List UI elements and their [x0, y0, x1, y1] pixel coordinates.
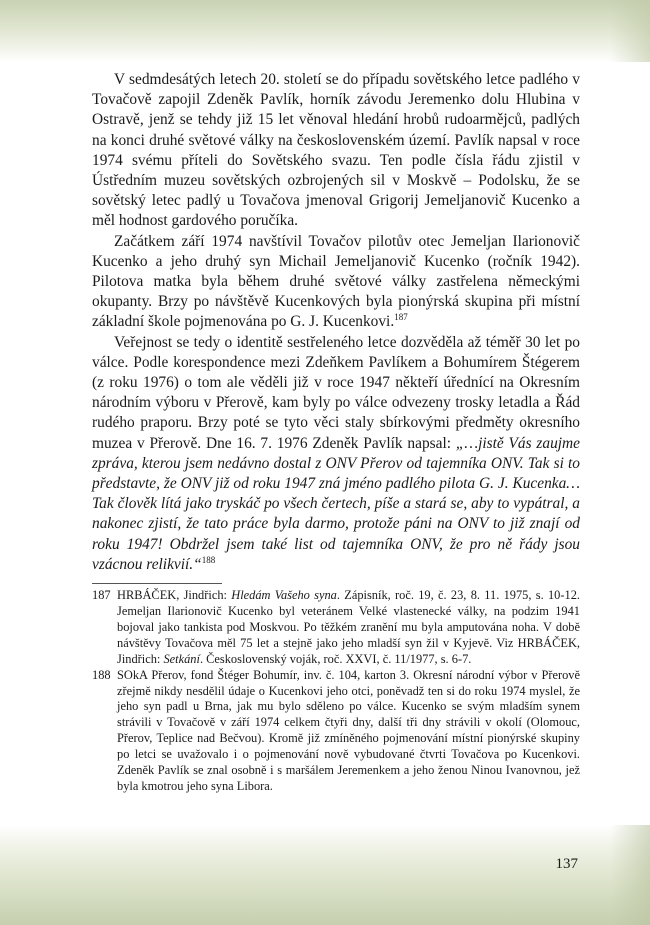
footnote-text: SOkA Přerov, fond Štéger Bohumír, inv. č. 104, karton 3. Okresní národní výbor v Přerově zřejmě nikdy nesdělil údaje o Kucenkovi jeho otci, poněvadž ten si do roku 1974 myslel, že jeho syn padl u Brna, jak mu bylo sděleno po válce. Kucenko se svým mladším synem strávili v Tovačově v září 1974 celkem čtyři dny, další tři dny strávili v okolí (Olomouc, Přerov, Teplice nad Bečvou). Kromě již zmíněného pojmenování místní pionýrské skupiny po letci se uvažovalo i o pojmenování nově vybudované čtvrti Tovačova po Kucenkovi. Zdeněk Pavlík se znal osobně i s maršálem Jeremenkem a jeho ženou Ninou Ivanovnou, jež byla kmotrou jeho syna Libora.: [117, 667, 580, 793]
header-band-edge: [610, 0, 650, 62]
footnote-author: HRBÁČEK, Jindřich:: [117, 588, 232, 603]
footnote-number: 188: [92, 667, 111, 682]
header-band: [0, 0, 650, 62]
footnote-ref-188[interactable]: 188: [201, 554, 216, 565]
footnote-title-2: Setkání: [163, 651, 200, 666]
paragraph-3-text: Veřejnost se tedy o identitě sestřeleného letce dozvěděla až téměř 30 let po válce. Podle korespondence mezi Zdeňkem Pavlíkem a Bohumírem Štégerem (z roku 1976) o tom ale věděli již v roce 1947 někteří úřednící na Okresním národním výboru v Přerově, kam byly po válce odvezeny trosky letadla a Řád rudého praporu. Brzy poté se tyto věci staly sbírkovými předměty okresního muzea v Přerově. Dne 16. 7. 1976 Zdeněk Pavlík napsal:: [92, 333, 580, 452]
paragraph-3: [92, 333, 580, 575]
footnote-text: [117, 588, 580, 668]
footnote-body: . Zápisník, roč. 19, č. 23, 8. 11. 1975, s. 10-12. Jemeljan Ilarionovič Kucenko byl veteránem Velké vlastenecké války, na podzim 1941 bojoval jako tankista pod Moskvou. Po těžkém zranění mu byla amputována noha. V době návštěvy Tovačova měl 75 let a stejně jako jeho mladší syn žil v Kyjevě. Viz HRBÁČEK, Jindřich:: [117, 588, 580, 666]
paragraph-2-text: Začátkem září 1974 navštívil Tovačov pilotův otec Jemeljan Ilarionovič Kucenko a jeho druhý syn Michail Jemeljanovič Kucenko (ročník 1942). Pilotova matka byla během druhé světové války zastřelena německými okupanty. Brzy po návštěvě Kucenkových byla pionýrská skupina při místní základní škole pojmenována po G. J. Kucenkovi.: [92, 232, 580, 331]
footnote-divider: [92, 583, 222, 584]
page-body: [92, 70, 580, 795]
paragraph-1-text: V sedmdesátých letech 20. století se do případu sovětského letce padlého v Tovačově zapojil Zdeněk Pavlík, horník závodu Jeremenko dolu Hlubina v Ostravě, jenž se tehdy již 15 let věnoval hledání hrobů rudoarmějců, padlých na konci druhé světové války na československém území. Pavlík napsal v roce 1974 svému příteli do Sovětského svazu. Ten podle čísla řádu zjistil v Ústředním muzeu sovětských ozbrojených sil v Moskvě – Podolsku, že se sovětský letec padlý u Tovačova jmenoval Grigorij Jemeljanovič Kucenko a měl hodnost gardového poručíka.: [92, 71, 580, 230]
footnote-title: Hledám Vašeho syna: [231, 588, 337, 603]
footnotes: [92, 588, 580, 795]
paragraph-2: [92, 232, 580, 333]
footnote-187: [92, 588, 580, 668]
footer-band-edge: [610, 825, 650, 925]
footnote-188: [92, 668, 580, 795]
footnote-number: 187: [92, 588, 111, 603]
paragraph-1: [92, 70, 580, 232]
paragraph-3-quote: „…jistě Vás zaujme zpráva, kterou jsem nedávno dostal z ONV Přerov od tajemníka ONV. Tak si to představte, že ONV již od roku 1947 zná jméno padlého pilota G. J. Kucenka…Tak člověk lítá jako tryskáč po všech čertech, píše a stará se, aby to vypátral, a nakonec zjistí, že tato práce byla darmo, protože páni na ONV to již znají od roku 1947! Obdržel jsem také list od tajemníka ONV, že pro ně řády jsou vzácnou relikvií.“: [92, 434, 581, 573]
footnote-ref-187[interactable]: 187: [394, 312, 408, 323]
footer-band: [0, 825, 650, 925]
page-number: 137: [555, 856, 578, 872]
footnote-body-2: . Československý voják, roč. XXVI, č. 11/1977, s. 6-7.: [199, 651, 472, 666]
